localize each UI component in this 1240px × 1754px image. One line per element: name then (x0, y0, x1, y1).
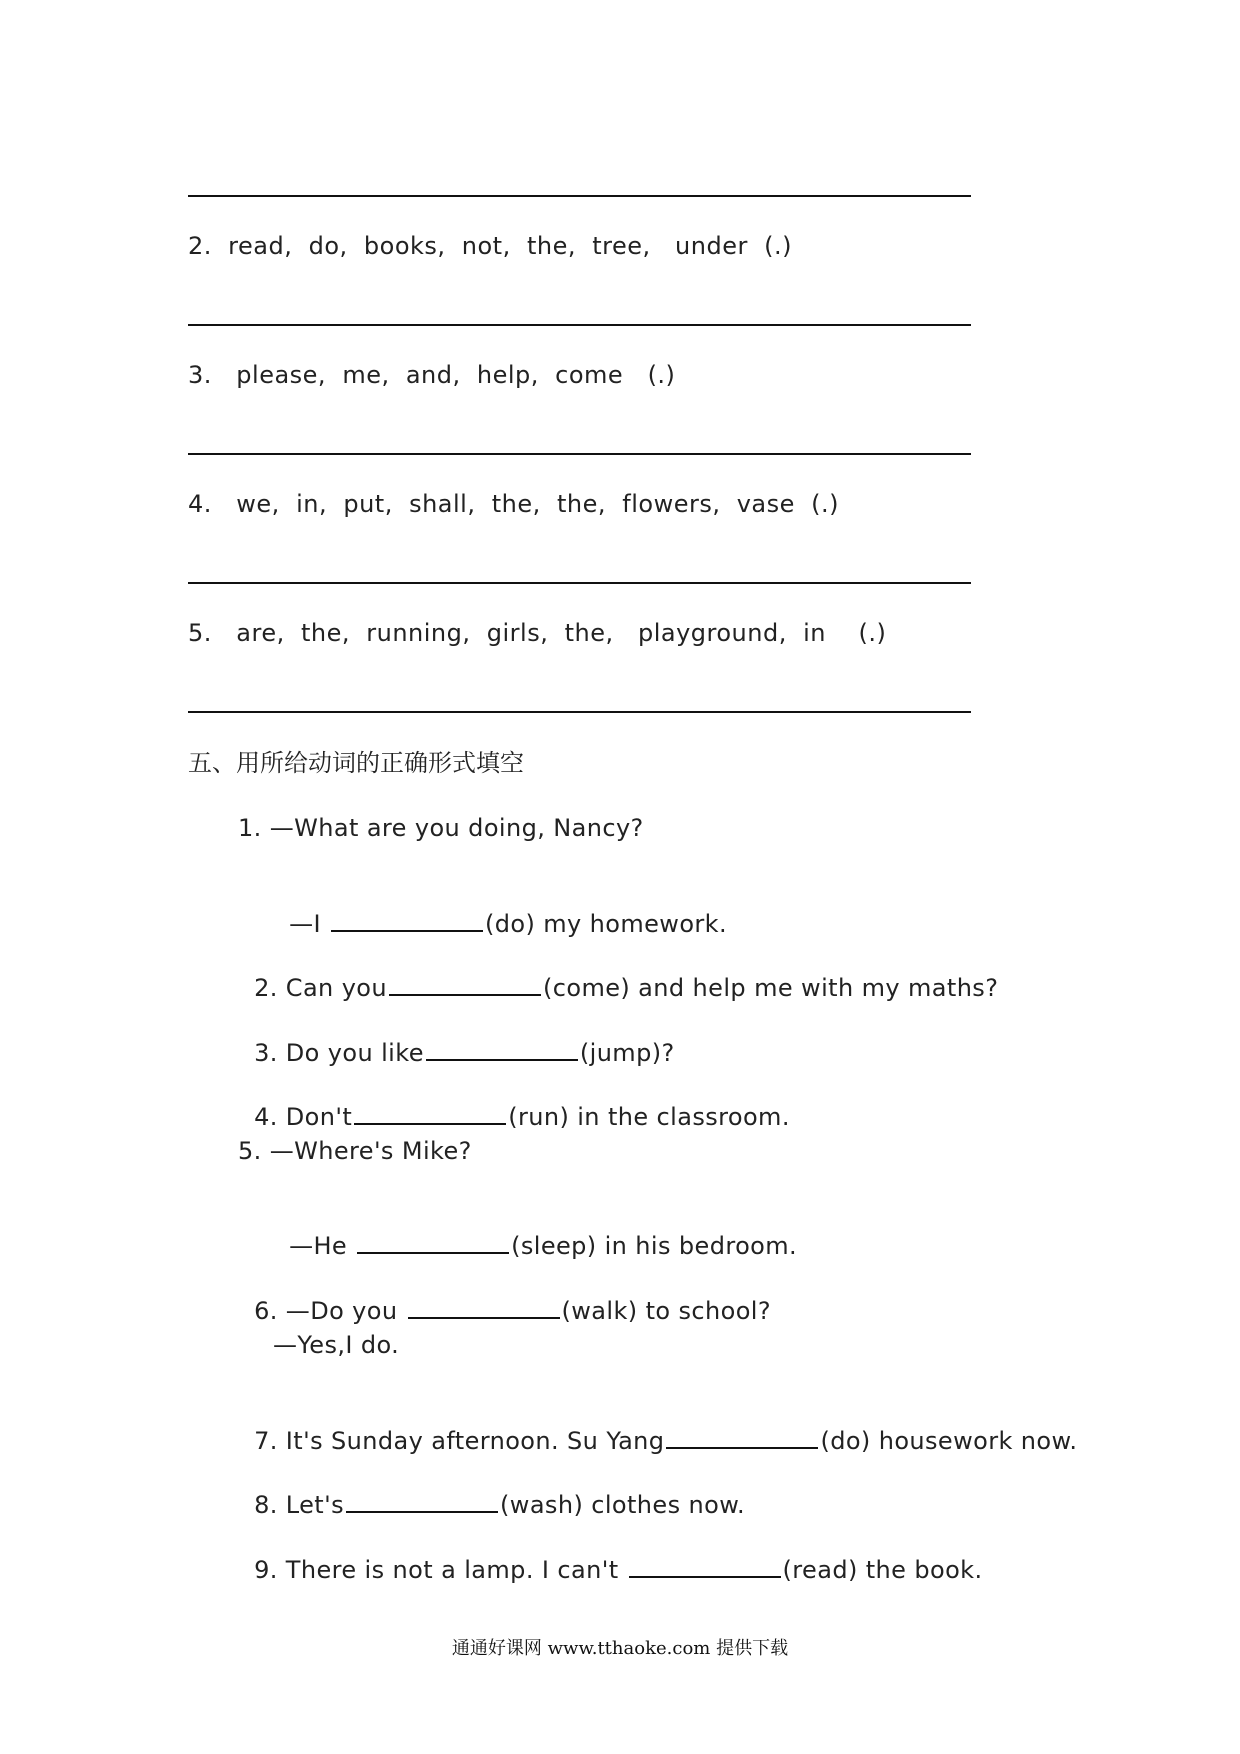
question-4-prefix: 4. Don't (254, 1103, 353, 1131)
question-1b (273, 878, 727, 939)
question-9 (238, 1524, 983, 1585)
question-6a (238, 1265, 771, 1326)
question-6a-suffix: (walk) to school? (561, 1297, 771, 1325)
scramble-item-5: 5. are, the, running, girls, the, playground, in (.) (188, 619, 887, 647)
question-7-suffix: (do) housework now. (820, 1427, 1078, 1455)
question-3 (238, 1007, 675, 1068)
scramble-item-4: 4. we, in, put, shall, the, the, flowers, vase (.) (188, 490, 840, 518)
question-9-prefix: 9. There is not a lamp. I can't (254, 1556, 627, 1584)
blank-7[interactable] (666, 1425, 818, 1449)
answer-line-3 (188, 453, 971, 455)
blank-1[interactable] (331, 908, 483, 932)
blank-6[interactable] (408, 1295, 560, 1319)
question-6a-prefix: 6. —Do you (254, 1297, 406, 1325)
footer-credit: 通通好课网 www.tthaoke.com 提供下载 (451, 1638, 789, 1659)
question-4-suffix: (run) in the classroom. (508, 1103, 790, 1131)
section-five-heading: 五、用所给动词的正确形式填空 (188, 749, 524, 777)
question-6b: —Yes,I do. (273, 1331, 400, 1359)
answer-line-4 (188, 582, 971, 584)
question-1b-prefix: —I (289, 910, 329, 938)
question-3-prefix: 3. Do you like (254, 1039, 424, 1067)
blank-2[interactable] (389, 972, 541, 996)
question-4 (238, 1071, 790, 1132)
question-5b (273, 1200, 797, 1261)
answer-line-5 (188, 711, 971, 713)
question-5b-suffix: (sleep) in his bedroom. (511, 1232, 798, 1260)
question-7-prefix: 7. It's Sunday afternoon. Su Yang (254, 1427, 665, 1455)
scramble-item-3: 3. please, me, and, help, come (.) (188, 361, 676, 389)
question-5b-prefix: —He (289, 1232, 356, 1260)
question-8-prefix: 8. Let's (254, 1491, 345, 1519)
question-7 (238, 1395, 1077, 1456)
blank-3[interactable] (426, 1037, 578, 1061)
question-8-suffix: (wash) clothes now. (500, 1491, 746, 1519)
question-5a: 5. —Where's Mike? (238, 1137, 472, 1165)
question-2-prefix: 2. Can you (254, 974, 387, 1002)
answer-line-1 (188, 195, 971, 197)
question-3-suffix: (jump)? (579, 1039, 675, 1067)
blank-4[interactable] (354, 1101, 506, 1125)
question-1b-suffix: (do) my homework. (484, 910, 728, 938)
question-2-suffix: (come) and help me with my maths? (543, 974, 999, 1002)
question-9-suffix: (read) the book. (782, 1556, 983, 1584)
answer-line-2 (188, 324, 971, 326)
blank-8[interactable] (346, 1489, 498, 1513)
question-1a: 1. —What are you doing, Nancy? (238, 814, 644, 842)
question-8 (238, 1459, 745, 1520)
blank-9[interactable] (629, 1554, 781, 1578)
blank-5[interactable] (357, 1230, 509, 1254)
question-2 (238, 942, 998, 1003)
scramble-item-2: 2. read, do, books, not, the, tree, under (.) (188, 232, 792, 260)
